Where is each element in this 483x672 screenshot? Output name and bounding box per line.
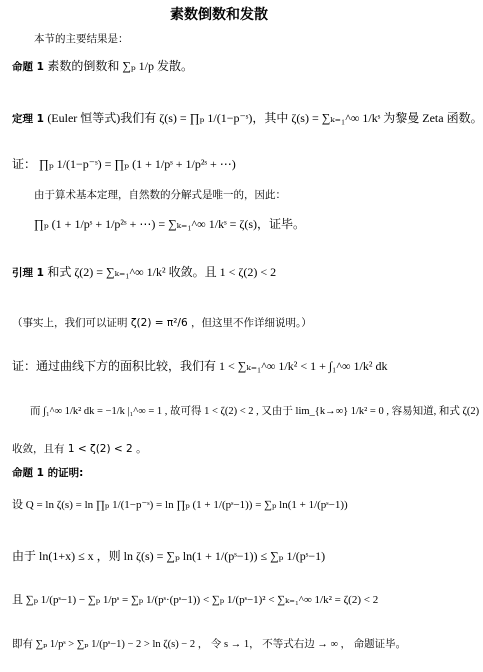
proof-lemma-line-1: 证：通过曲线下方的面积比较，我们有 1 < ∑ₖ₌₁^∞ 1/k² < 1 + ∫₁^∞ 1/k² dk [12, 359, 388, 373]
page-title: 素数倒数和发散 [170, 7, 268, 23]
theorem-1-text: (Euler 恒等式)我们有 ζ(s) = ∏ₚ 1/(1−p⁻ˢ)，其中 ζ(s) = ∑ₖ₌₁^∞ 1/kˢ 为黎曼 Zeta 函数。 [47, 111, 483, 125]
remark: （事实上，我们可以证明 ζ(2) = π²/6 ，但这里不作详细说明。） [12, 317, 312, 329]
proof-proposition-heading: 命题 1 的证明: [12, 467, 84, 479]
proof-1-line-2: 由于算术基本定理，自然数的分解式是唯一的，因此： [34, 189, 286, 201]
theorem-1-label: 定理 1 [12, 113, 44, 125]
lemma-1-text: 和式 ζ(2) = ∑ₖ₌₁^∞ 1/k² 收敛。且 1 < ζ(2) < 2 [47, 265, 277, 279]
intro-text: 本节的主要结果是： [34, 33, 129, 45]
proof-lemma-line-3: 收敛，且有 1 < ζ(2) < 2 。 [12, 443, 147, 455]
lemma-1 [12, 266, 450, 279]
theorem-1 [12, 111, 483, 125]
proposition-1 [12, 60, 450, 73]
proposition-1-label: 命题 1 [12, 61, 44, 73]
lemma-1-label: 引理 1 [12, 267, 44, 279]
proof-lemma-line-2: 而 ∫₁^∞ 1/k² dk = −1/k |₁^∞ = 1 , 故可得 1 < ζ(2) < 2 , 又由于 lim_{k→∞} 1/k² = 0 , 容易知道, 和式 ζ(2) [30, 406, 480, 417]
proof-proposition-line-4: 即有 ∑ₚ 1/pˢ > ∑ₚ 1/(pˢ−1) − 2 > ln ζ(s) − 2 ， 令 s → 1， 不等式右边 → ∞ ， 命题证毕。 [12, 639, 407, 650]
proof-1-line-3: ∏ₚ (1 + 1/pˢ + 1/p²ˢ + ⋯) = ∑ₖ₌₁^∞ 1/kˢ = ζ(s)，证毕。 [34, 217, 306, 231]
proof-proposition-line-3: 且 ∑ₚ 1/(pˢ−1) − ∑ₚ 1/pˢ = ∑ₚ 1/(pˢ·(pˢ−1)) < ∑ₚ 1/(pˢ−1)² < ∑ₖ₌₁^∞ 1/k² = ζ(2) < 2 [12, 594, 379, 606]
proposition-1-text: 素数的倒数和 ∑ₚ 1/p 发散。 [47, 59, 194, 73]
proof-1-line-1: 证： ∏ₚ 1/(1−p⁻ˢ) = ∏ₚ (1 + 1/pˢ + 1/p²ˢ + ⋯) [12, 157, 236, 171]
proof-proposition-line-2: 由于 ln(1+x) ≤ x ，则 ln ζ(s) = ∑ₚ ln(1 + 1/(pˢ−1)) ≤ ∑ₚ 1/(pˢ−1) [12, 549, 326, 563]
proof-proposition-line-1: 设 Q = ln ζ(s) = ln ∏ₚ 1/(1−p⁻ˢ) = ln ∏ₚ (1 + 1/(pˢ−1)) = ∑ₚ ln(1 + 1/(pˢ−1)) [12, 499, 348, 511]
